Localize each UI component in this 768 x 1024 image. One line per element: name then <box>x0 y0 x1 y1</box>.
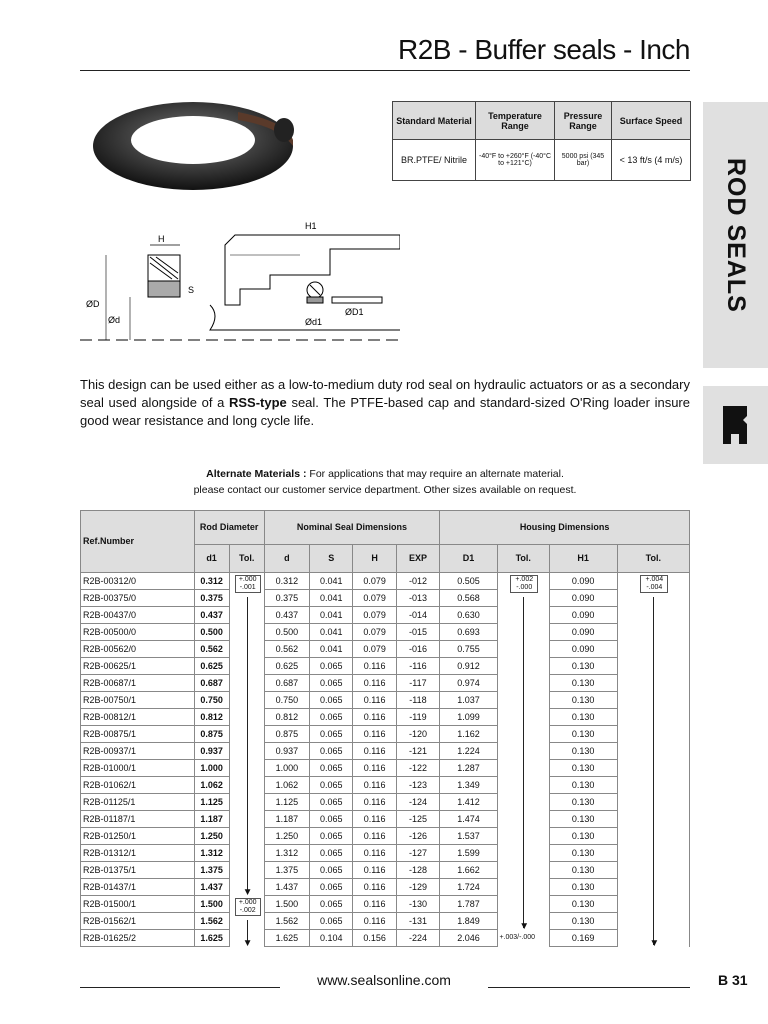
table-row <box>81 590 690 607</box>
cell-h: 0.116 <box>353 845 396 862</box>
cell-d1: 1.625 <box>194 930 229 947</box>
cell-s: 0.065 <box>310 777 353 794</box>
cell-h: 0.116 <box>353 828 396 845</box>
cell-h: 0.116 <box>353 862 396 879</box>
cell-s: 0.065 <box>310 726 353 743</box>
cell-ref: R2B-00562/0 <box>81 641 195 658</box>
cell-d1: 1.500 <box>194 896 229 913</box>
cell-h1: 0.130 <box>549 811 617 828</box>
housing-d1-tolerance-last: +.003/-.000 <box>499 933 536 941</box>
cell-exp: -116 <box>396 658 439 675</box>
cell-d: 0.937 <box>264 743 309 760</box>
label-od1: ØD1 <box>345 307 364 317</box>
cell-h: 0.079 <box>353 607 396 624</box>
cell-d: 0.625 <box>264 658 309 675</box>
table-row <box>81 726 690 743</box>
rod-tolerance-arrow-2-head: ▼ <box>242 937 253 949</box>
cell-s: 0.041 <box>310 573 353 590</box>
cell-D1: 0.974 <box>440 675 498 692</box>
cell-exp: -016 <box>396 641 439 658</box>
cell-d: 1.000 <box>264 760 309 777</box>
cell-ref: R2B-01375/1 <box>81 862 195 879</box>
cell-s: 0.065 <box>310 658 353 675</box>
subheader-tol2: Tol. <box>497 545 549 573</box>
cell-s: 0.065 <box>310 794 353 811</box>
table-row <box>81 658 690 675</box>
cell-s: 0.065 <box>310 879 353 896</box>
table-row <box>81 777 690 794</box>
cell-s: 0.065 <box>310 692 353 709</box>
cell-d1: 1.375 <box>194 862 229 879</box>
cell-d1: 1.437 <box>194 879 229 896</box>
subheader-tol: Tol. <box>229 545 264 573</box>
cell-D1: 0.568 <box>440 590 498 607</box>
housing-d1-tolerance-arrow <box>523 597 524 928</box>
cell-ref: R2B-00312/0 <box>81 573 195 590</box>
cell-s: 0.065 <box>310 913 353 930</box>
cell-h: 0.079 <box>353 624 396 641</box>
housing-d1-tolerance-arrow-head: ▼ <box>519 920 530 932</box>
cell-D1: 0.693 <box>440 624 498 641</box>
cell-d1: 0.375 <box>194 590 229 607</box>
table-row <box>81 709 690 726</box>
cell-D1: 0.505 <box>440 573 498 590</box>
cell-d1: 0.875 <box>194 726 229 743</box>
cell-s: 0.065 <box>310 896 353 913</box>
cell-ref: R2B-01500/1 <box>81 896 195 913</box>
cell-s: 0.104 <box>310 930 353 947</box>
cell-h1: 0.130 <box>549 913 617 930</box>
cell-D1: 1.474 <box>440 811 498 828</box>
table-row <box>81 845 690 862</box>
cell-h: 0.116 <box>353 743 396 760</box>
page-title: R2B - Buffer seals - Inch <box>398 34 690 65</box>
cell-d: 0.750 <box>264 692 309 709</box>
cell-h: 0.079 <box>353 590 396 607</box>
cell-d: 0.437 <box>264 607 309 624</box>
cell-d: 1.375 <box>264 862 309 879</box>
title-divider <box>80 70 690 71</box>
cell-s: 0.041 <box>310 641 353 658</box>
cell-exp: -119 <box>396 709 439 726</box>
cell-ref: R2B-01312/1 <box>81 845 195 862</box>
cell-exp: -118 <box>396 692 439 709</box>
cell-h: 0.079 <box>353 641 396 658</box>
cell-exp: -224 <box>396 930 439 947</box>
cell-d1: 0.625 <box>194 658 229 675</box>
housing-h1-tolerance-arrow <box>653 597 654 945</box>
label-d1: Ød1 <box>305 317 323 327</box>
rod-tolerance-arrow-1 <box>247 597 248 894</box>
table-row <box>81 794 690 811</box>
spec-value-temperature: -40°F to +260°F (-40°C to +121°C) <box>476 140 555 181</box>
cell-exp: -120 <box>396 726 439 743</box>
header-ref-number: Ref.Number <box>81 511 195 573</box>
cell-s: 0.065 <box>310 811 353 828</box>
label-s: S <box>188 285 195 295</box>
spec-value-material: BR.PTFE/ Nitrile <box>393 140 476 181</box>
alternate-line2: please contact our customer service department. Other sizes available on request. <box>193 484 577 496</box>
cell-D1: 1.662 <box>440 862 498 879</box>
cell-d1: 0.687 <box>194 675 229 692</box>
cell-d1: 0.312 <box>194 573 229 590</box>
spec-header-temperature: Temperature Range <box>476 102 555 140</box>
cell-ref: R2B-01000/1 <box>81 760 195 777</box>
seal-cross-section-diagram <box>80 215 400 350</box>
housing-h1-tolerance-arrow-head: ▼ <box>649 937 660 949</box>
cell-D1: 0.630 <box>440 607 498 624</box>
cell-d: 1.437 <box>264 879 309 896</box>
cell-ref: R2B-01625/2 <box>81 930 195 947</box>
cell-ref: R2B-01437/1 <box>81 879 195 896</box>
spec-header-pressure: Pressure Range <box>555 102 612 140</box>
cell-ref: R2B-00500/0 <box>81 624 195 641</box>
cell-d: 1.312 <box>264 845 309 862</box>
cell-ref: R2B-00375/0 <box>81 590 195 607</box>
cell-ref: R2B-00812/1 <box>81 709 195 726</box>
cell-h1: 0.130 <box>549 675 617 692</box>
cell-d1: 0.937 <box>194 743 229 760</box>
cell-h: 0.116 <box>353 913 396 930</box>
cell-h1: 0.090 <box>549 607 617 624</box>
cell-h1: 0.130 <box>549 743 617 760</box>
cell-h1: 0.090 <box>549 590 617 607</box>
cell-h: 0.079 <box>353 573 396 590</box>
cell-D1: 0.755 <box>440 641 498 658</box>
cell-D1: 1.599 <box>440 845 498 862</box>
cell-s: 0.065 <box>310 709 353 726</box>
cell-exp: -013 <box>396 590 439 607</box>
cell-h: 0.116 <box>353 794 396 811</box>
cell-d: 0.812 <box>264 709 309 726</box>
cell-d: 0.562 <box>264 641 309 658</box>
cell-D1: 0.912 <box>440 658 498 675</box>
cell-D1: 1.287 <box>440 760 498 777</box>
cell-exp: -127 <box>396 845 439 862</box>
intro-bold-term: RSS-type <box>229 395 287 410</box>
cell-h1: 0.130 <box>549 845 617 862</box>
table-row <box>81 624 690 641</box>
cell-h1: 0.130 <box>549 726 617 743</box>
alternate-line1: For applications that may require an alternate material. <box>306 468 564 480</box>
cell-h: 0.116 <box>353 658 396 675</box>
cell-exp: -012 <box>396 573 439 590</box>
cell-d: 1.500 <box>264 896 309 913</box>
cell-h1: 0.130 <box>549 658 617 675</box>
cell-exp: -014 <box>396 607 439 624</box>
subheader-exp: EXP <box>396 545 439 573</box>
table-row <box>81 930 690 947</box>
cell-h1: 0.130 <box>549 879 617 896</box>
table-row <box>81 641 690 658</box>
page-number: B 31 <box>718 972 748 988</box>
cell-exp: -124 <box>396 794 439 811</box>
cell-s: 0.041 <box>310 624 353 641</box>
cell-d: 1.625 <box>264 930 309 947</box>
cell-D1: 1.037 <box>440 692 498 709</box>
cell-d: 0.312 <box>264 573 309 590</box>
subheader-d1: d1 <box>194 545 229 573</box>
label-d: Ød <box>108 315 121 325</box>
cell-d: 1.187 <box>264 811 309 828</box>
cell-h: 0.156 <box>353 930 396 947</box>
cell-exp: -121 <box>396 743 439 760</box>
header-nominal-seal: Nominal Seal Dimensions <box>264 511 439 545</box>
cell-ref: R2B-00875/1 <box>81 726 195 743</box>
cell-D1: 2.046 <box>440 930 498 947</box>
cell-h: 0.116 <box>353 675 396 692</box>
cell-ref: R2B-00937/1 <box>81 743 195 760</box>
table-row <box>81 743 690 760</box>
cell-h: 0.116 <box>353 896 396 913</box>
cell-s: 0.065 <box>310 862 353 879</box>
cell-h: 0.116 <box>353 879 396 896</box>
rod-tolerance-box-2: +.000 -.002 <box>235 898 261 916</box>
housing-h1-tolerance-box: +.004 -.004 <box>640 575 668 593</box>
cell-exp: -117 <box>396 675 439 692</box>
cell-h: 0.116 <box>353 811 396 828</box>
cell-d1: 0.562 <box>194 641 229 658</box>
cell-exp: -129 <box>396 879 439 896</box>
cell-h: 0.116 <box>353 760 396 777</box>
cell-h1: 0.169 <box>549 930 617 947</box>
cell-d1: 0.500 <box>194 624 229 641</box>
cell-d1: 1.000 <box>194 760 229 777</box>
cell-D1: 1.349 <box>440 777 498 794</box>
dimensions-table <box>80 510 690 947</box>
cell-h1: 0.130 <box>549 862 617 879</box>
cell-h1: 0.090 <box>549 624 617 641</box>
table-row <box>81 675 690 692</box>
cell-d1: 1.312 <box>194 845 229 862</box>
header-housing: Housing Dimensions <box>440 511 690 545</box>
cell-exp: -015 <box>396 624 439 641</box>
cell-d: 0.500 <box>264 624 309 641</box>
cell-h: 0.116 <box>353 709 396 726</box>
cell-ref: R2B-01062/1 <box>81 777 195 794</box>
table-row <box>81 692 690 709</box>
table-row <box>81 879 690 896</box>
cell-exp: -123 <box>396 777 439 794</box>
cell-d1: 1.250 <box>194 828 229 845</box>
subheader-h: H <box>353 545 396 573</box>
footer-rule-left <box>80 987 280 988</box>
cell-exp: -126 <box>396 828 439 845</box>
cell-s: 0.065 <box>310 828 353 845</box>
cell-ref: R2B-01125/1 <box>81 794 195 811</box>
cell-h1: 0.130 <box>549 794 617 811</box>
cell-d1: 0.812 <box>194 709 229 726</box>
cell-d1: 1.062 <box>194 777 229 794</box>
intro-text-2: seal. The PTFE-based cap and standard-sized O'Ring loader insure good wear resistance and long cycle life. <box>80 395 690 428</box>
cell-d1: 1.125 <box>194 794 229 811</box>
footer-url[interactable]: www.sealsonline.com <box>317 972 451 988</box>
cell-h1: 0.090 <box>549 573 617 590</box>
cell-D1: 1.787 <box>440 896 498 913</box>
cell-D1: 1.849 <box>440 913 498 930</box>
cell-h1: 0.090 <box>549 641 617 658</box>
cell-ref: R2B-01250/1 <box>81 828 195 845</box>
label-h1: H1 <box>305 221 317 231</box>
cell-d1: 1.562 <box>194 913 229 930</box>
cell-D1: 1.724 <box>440 879 498 896</box>
cell-h1: 0.130 <box>549 828 617 845</box>
table-row <box>81 607 690 624</box>
spec-table <box>392 101 691 181</box>
cell-d: 0.687 <box>264 675 309 692</box>
cell-d: 1.062 <box>264 777 309 794</box>
cell-d1: 1.187 <box>194 811 229 828</box>
intro-text-1: This design can be used either as a low-to-medium duty rod seal on hydraulic actuators or as a secondary seal used alongside of a <box>80 377 690 410</box>
cell-d: 0.875 <box>264 726 309 743</box>
label-h: H <box>158 234 165 244</box>
cell-exp: -131 <box>396 913 439 930</box>
cell-s: 0.065 <box>310 743 353 760</box>
seal-ring-illustration <box>88 96 298 196</box>
cell-s: 0.065 <box>310 675 353 692</box>
subheader-h1: H1 <box>549 545 617 573</box>
cell-d: 1.562 <box>264 913 309 930</box>
table-row <box>81 828 690 845</box>
cell-s: 0.065 <box>310 760 353 777</box>
footer-rule-right <box>488 987 690 988</box>
table-row <box>81 862 690 879</box>
cell-h: 0.116 <box>353 777 396 794</box>
cell-d1: 0.437 <box>194 607 229 624</box>
cell-s: 0.065 <box>310 845 353 862</box>
cell-s: 0.041 <box>310 607 353 624</box>
table-row <box>81 811 690 828</box>
table-row <box>81 573 690 590</box>
cell-h1: 0.130 <box>549 760 617 777</box>
cell-h1: 0.130 <box>549 709 617 726</box>
subheader-d: d <box>264 545 309 573</box>
cell-ref: R2B-00437/0 <box>81 607 195 624</box>
cell-h1: 0.130 <box>549 692 617 709</box>
cell-D1: 1.537 <box>440 828 498 845</box>
subheader-tol3: Tol. <box>617 545 689 573</box>
cell-D1: 1.162 <box>440 726 498 743</box>
cell-D1: 1.224 <box>440 743 498 760</box>
spec-value-pressure: 5000 psi (345 bar) <box>555 140 612 181</box>
cell-ref: R2B-00687/1 <box>81 675 195 692</box>
spec-header-speed: Surface Speed <box>612 102 691 140</box>
cell-exp: -125 <box>396 811 439 828</box>
alternate-label: Alternate Materials : <box>206 468 307 480</box>
cell-ref: R2B-00625/1 <box>81 658 195 675</box>
side-tab-label: ROD SEALS <box>722 157 750 313</box>
table-row <box>81 896 690 913</box>
cell-d1: 0.750 <box>194 692 229 709</box>
alternate-materials-note <box>80 466 690 498</box>
cell-ref: R2B-01562/1 <box>81 913 195 930</box>
rod-tolerance-box-1: +.000 -.001 <box>235 575 261 593</box>
subheader-s: S <box>310 545 353 573</box>
cell-D1: 1.099 <box>440 709 498 726</box>
header-rod-diameter: Rod Diameter <box>194 511 264 545</box>
intro-paragraph <box>80 376 690 430</box>
cell-h: 0.116 <box>353 692 396 709</box>
rod-tolerance-arrow-1-head: ▼ <box>242 886 253 898</box>
spec-value-speed: < 13 ft/s (4 m/s) <box>612 140 691 181</box>
cell-ref: R2B-01187/1 <box>81 811 195 828</box>
cell-h1: 0.130 <box>549 777 617 794</box>
cell-exp: -128 <box>396 862 439 879</box>
cell-d: 1.250 <box>264 828 309 845</box>
side-tab[interactable] <box>703 102 768 368</box>
housing-d1-tolerance-box: +.002 -.000 <box>510 575 538 593</box>
cell-D1: 1.412 <box>440 794 498 811</box>
label-od: ØD <box>86 299 100 309</box>
cell-d: 1.125 <box>264 794 309 811</box>
cell-exp: -122 <box>396 760 439 777</box>
cell-h: 0.116 <box>353 726 396 743</box>
subheader-D1: D1 <box>440 545 498 573</box>
cell-s: 0.041 <box>310 590 353 607</box>
cell-h1: 0.130 <box>549 896 617 913</box>
table-row <box>81 913 690 930</box>
cell-d: 0.375 <box>264 590 309 607</box>
table-row <box>81 760 690 777</box>
side-tab-icon-box <box>703 386 768 464</box>
spec-header-material: Standard Material <box>393 102 476 140</box>
cell-exp: -130 <box>396 896 439 913</box>
cell-ref: R2B-00750/1 <box>81 692 195 709</box>
seal-profile-icon <box>703 386 768 464</box>
